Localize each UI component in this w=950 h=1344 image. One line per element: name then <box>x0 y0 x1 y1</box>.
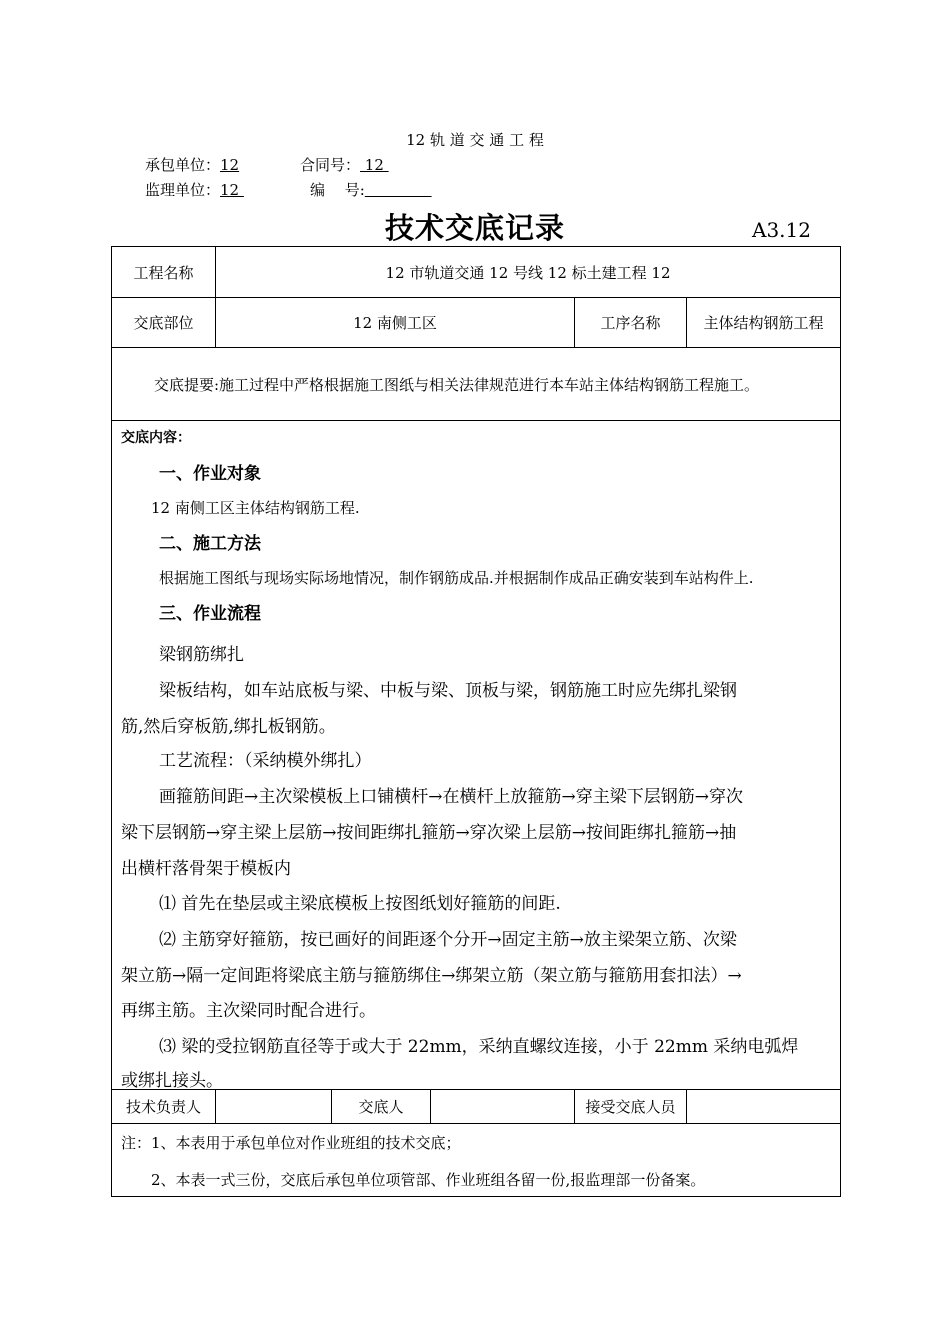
flow-label: 工艺流程：（采纳模外绑扎） <box>159 751 372 771</box>
flow-line-2: 梁下层钢筋→穿主梁上层筋→按间距绑扎箍筋→穿次梁上层筋→按间距绑扎箍筋→抽 <box>121 823 737 843</box>
contractor-label: 承包单位： <box>145 156 221 174</box>
supervisor-label: 监理单位： <box>145 181 221 199</box>
step-2-line-2: 架立筋→隔一定间距将梁底主筋与箍筋绑住→绑架立筋（架立筋与箍筋用套扣法）→ <box>121 966 742 986</box>
process-value: 主体结构钢筋工程 <box>687 298 841 348</box>
step-1: ⑴ 首先在垫层或主梁底模板上按图纸划好箍筋的间距. <box>159 894 561 914</box>
project-name-label: 工程名称 <box>112 247 216 298</box>
beam-heading: 梁钢筋绑扎 <box>159 645 244 665</box>
step-2-line-1: ⑵ 主筋穿好箍筋，按已画好的间距逐个分开→固定主筋→放主梁架立筋、次梁 <box>159 930 737 950</box>
content-cell <box>112 421 841 1090</box>
document-title: 技术交底记录 <box>384 211 565 245</box>
content-heading: 交底内容： <box>121 430 191 446</box>
discloser-value[interactable] <box>431 1090 575 1124</box>
part-value: 12 南侧工区 <box>216 298 575 348</box>
tech-lead-label: 技术负责人 <box>112 1090 216 1124</box>
number-label: 编 号: <box>310 181 365 199</box>
contract-value: 12 <box>360 156 389 174</box>
disclosure-table <box>111 246 841 1197</box>
contractor-value: 12 <box>220 156 240 174</box>
contract-label: 合同号： <box>300 156 361 174</box>
number-value <box>365 181 481 199</box>
step-2-line-3: 再绑主筋。主次梁同时配合进行。 <box>121 1001 376 1021</box>
number-line <box>310 179 481 200</box>
slab-line-1: 梁板结构，如车站底板与梁、中板与梁、顶板与梁，钢筋施工时应先绑扎梁钢 <box>159 681 737 701</box>
section-1-title: 一、作业对象 <box>159 464 261 484</box>
supervisor-value: 12 <box>220 181 244 199</box>
summary-text: 交底提要:施工过程中严格根据施工图纸与相关法律规范进行本车站主体结构钢筋工程施工。 <box>154 375 760 394</box>
contractor-line <box>145 154 239 175</box>
section-2-title: 二、施工方法 <box>159 534 261 554</box>
note-1: 注：1、本表用于承包单位对作业班组的技术交底； <box>121 1134 461 1152</box>
section-1-text: 12 南侧工区主体结构钢筋工程. <box>151 499 360 517</box>
flow-line-1: 画箍筋间距→主次梁模板上口铺横杆→在横杆上放箍筋→穿主梁下层钢筋→穿次 <box>159 787 743 807</box>
project-title: 12 轨 道 交 通 工 程 <box>406 131 544 149</box>
document-code: A3.12 <box>752 218 811 242</box>
receiver-value[interactable] <box>687 1090 841 1124</box>
process-label: 工序名称 <box>575 298 687 348</box>
slab-line-2: 筋,然后穿板筋,绑扎板钢筋。 <box>121 717 336 737</box>
summary-cell <box>112 348 841 421</box>
section-3-title: 三、作业流程 <box>159 604 261 624</box>
note-2: 2、本表一式三份，交底后承包单位项管部、作业班组各留一份,报监理部一份备案。 <box>151 1171 706 1189</box>
part-label: 交底部位 <box>112 298 216 348</box>
step-3-line-2: 或绑扎接头。 <box>121 1071 223 1091</box>
step-3-line-1: ⑶ 梁的受拉钢筋直径等于或大于 22mm，采纳直螺纹连接，小于 22mm 采纳电弧焊 <box>159 1037 799 1057</box>
discloser-label: 交底人 <box>332 1090 431 1124</box>
contract-line <box>300 154 389 175</box>
section-2-text: 根据施工图纸与现场实际场地情况，制作钢筋成品.并根据制作成品正确安装到车站构件上. <box>159 569 754 587</box>
project-name-value: 12 市轨道交通 12 号线 12 标土建工程 12 <box>216 247 841 298</box>
receiver-label: 接受交底人员 <box>575 1090 687 1124</box>
supervisor-line <box>145 179 244 200</box>
flow-line-3: 出横杆落骨架于模板内 <box>121 859 291 879</box>
tech-lead-value[interactable] <box>216 1090 332 1124</box>
notes-cell <box>112 1124 841 1197</box>
